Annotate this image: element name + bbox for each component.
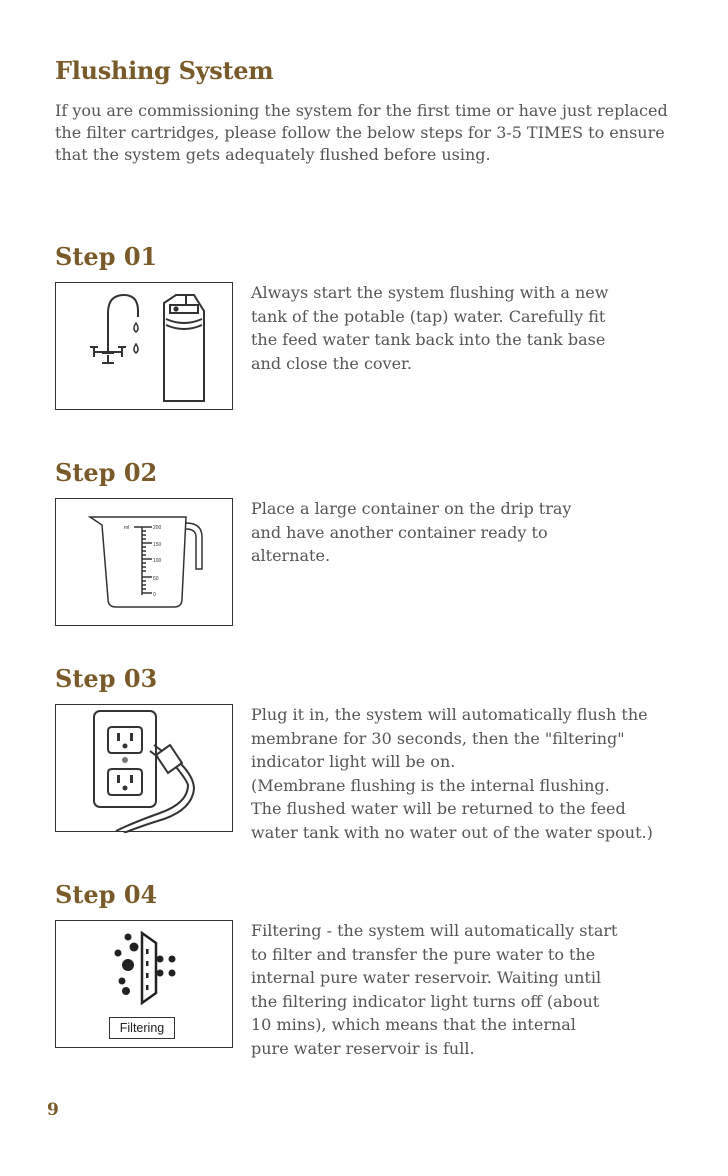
step-02-description	[251, 497, 681, 568]
step-02-line: Place a large container on the drip tray	[251, 499, 572, 518]
jug-label-0: 0	[153, 592, 156, 598]
step-04-line: the filtering indicator light turns off (about	[251, 991, 600, 1011]
step-04-line: Filtering - the system will automatically start	[251, 921, 618, 940]
step-04-line: internal pure water reservoir. Waiting until	[251, 968, 602, 987]
step-03-description	[251, 703, 681, 844]
step-04-description	[251, 919, 681, 1060]
step-03-line: membrane for 30 seconds, then the "filtering"	[251, 728, 625, 748]
step-04-illustration	[55, 920, 233, 1048]
step-03-title: Step 03	[55, 664, 158, 693]
step-03-line: The flushed water will be returned to the feed	[251, 799, 626, 818]
step-02-line: and have another container ready to	[251, 522, 548, 542]
step-01-line: Always start the system flushing with a new	[251, 283, 609, 302]
step-04-line: 10 mins), which means that the internal	[251, 1015, 576, 1034]
step-03-line: water tank with no water out of the water spout.)	[251, 822, 653, 842]
jug-label-50: 50	[153, 576, 159, 582]
filtering-indicator-label: Filtering	[109, 1017, 175, 1039]
jug-label-150: 150	[153, 542, 162, 548]
step-04-line: pure water reservoir is full.	[251, 1038, 475, 1058]
step-01-line: tank of the potable (tap) water. Carefully fit	[251, 306, 606, 326]
jug-label-200: 200	[153, 525, 162, 531]
jug-label-100: 100	[153, 558, 162, 564]
step-02-line: alternate.	[251, 546, 331, 565]
step-04-line: to filter and transfer the pure water to the	[251, 944, 596, 964]
step-01-description	[251, 281, 681, 375]
power-outlet-plug-icon	[56, 705, 234, 833]
step-03-line: (Membrane flushing is the internal flushing.	[251, 775, 610, 795]
page-number: 9	[47, 1100, 59, 1120]
step-04-title: Step 04	[55, 880, 158, 909]
step-02-title: Step 02	[55, 458, 158, 487]
step-02-illustration	[55, 498, 233, 626]
step-03-illustration	[55, 704, 233, 832]
step-01-illustration	[55, 282, 233, 410]
step-03-line: Plug it in, the system will automatically flush the	[251, 705, 648, 724]
faucet-and-tank-icon	[56, 283, 234, 411]
step-01-line: the feed water tank back into the tank base	[251, 330, 606, 349]
step-01-title: Step 01	[55, 242, 158, 271]
step-01-line: and close the cover.	[251, 353, 413, 373]
measuring-jug-icon	[56, 499, 234, 627]
intro-paragraph: If you are commissioning the system for the first time or have just replaced the filter cartridges, please follow the below steps for 3-5 TIMES to ensure that the system gets adequately flushed before using.	[55, 101, 668, 164]
jug-label-ml: ml	[124, 525, 130, 531]
page-title: Flushing System	[55, 56, 274, 85]
step-03-line: indicator light will be on.	[251, 752, 456, 771]
